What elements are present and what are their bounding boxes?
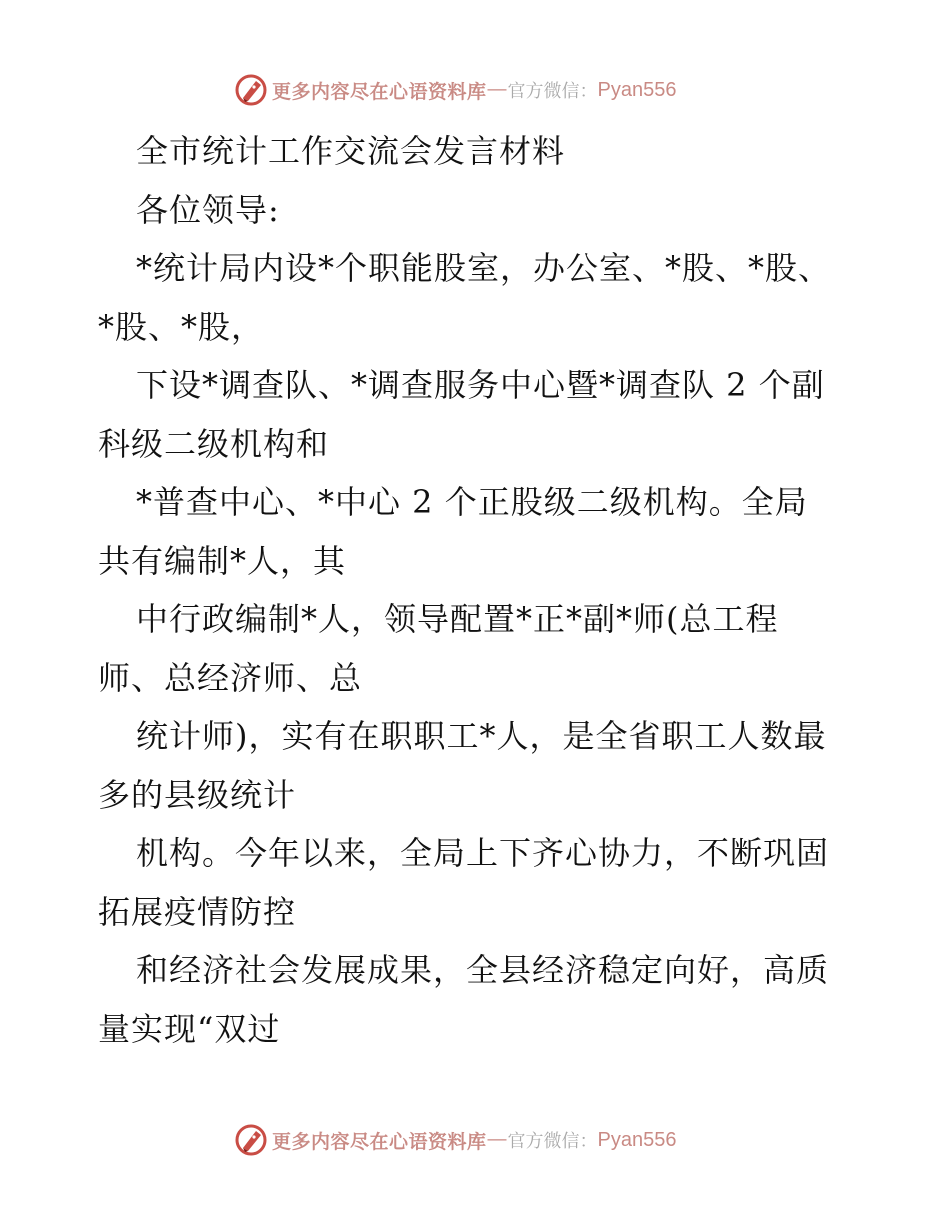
pen-nib-logo-icon: [234, 1123, 268, 1157]
salutation: 各位领导:: [136, 190, 280, 229]
paragraph-line: 下设*调查队、*调查服务中心暨*调查队 2 个副: [136, 366, 825, 404]
document-title: 全市统计工作交流会发言材料: [136, 132, 566, 170]
footer-banner: [234, 1120, 734, 1160]
paragraph-line: 量实现“双过: [98, 1009, 281, 1048]
footer-dash: —: [487, 1129, 507, 1150]
footer-wechat-id: Pyan556: [597, 1128, 677, 1151]
header-banner: [234, 70, 734, 110]
header-wechat-id: Pyan556: [597, 78, 677, 101]
paragraph-line: 机构。今年以来，全局上下齐心协力，不断巩固: [136, 834, 830, 872]
header-wechat-label: 官方微信：: [507, 81, 598, 102]
paragraph-line: 共有编制*人，其: [98, 541, 347, 580]
paragraph-line: *股、*股，: [98, 307, 265, 346]
footer-wechat-label: 官方微信：: [507, 1131, 598, 1152]
header-site-text: 更多内容尽在心语资料库: [272, 80, 487, 103]
paragraph-line: *普查中心、*中心 2 个正股级二级机构。全局: [136, 483, 808, 521]
footer-site-text: 更多内容尽在心语资料库: [272, 1130, 487, 1153]
paragraph-line: 师、总经济师、总: [98, 658, 363, 697]
paragraph-line: 拓展疫情防控: [98, 892, 297, 931]
paragraph-line: 多的县级统计: [98, 775, 297, 814]
paragraph-line: 和经济社会发展成果，全县经济稳定向好，高质: [136, 951, 830, 989]
paragraph-line: 科级二级机构和: [98, 424, 330, 463]
paragraph-line: 中行政编制*人，领导配置*正*副*师(总工程: [136, 600, 779, 638]
paragraph-line: *统计局内设*个职能股室，办公室、*股、*股、: [136, 249, 832, 287]
pen-nib-logo-icon: [234, 73, 268, 107]
header-dash: —: [487, 79, 507, 100]
document-body: [98, 122, 858, 1058]
paragraph-line: 统计师)，实有在职职工*人，是全省职工人数最: [136, 717, 827, 755]
